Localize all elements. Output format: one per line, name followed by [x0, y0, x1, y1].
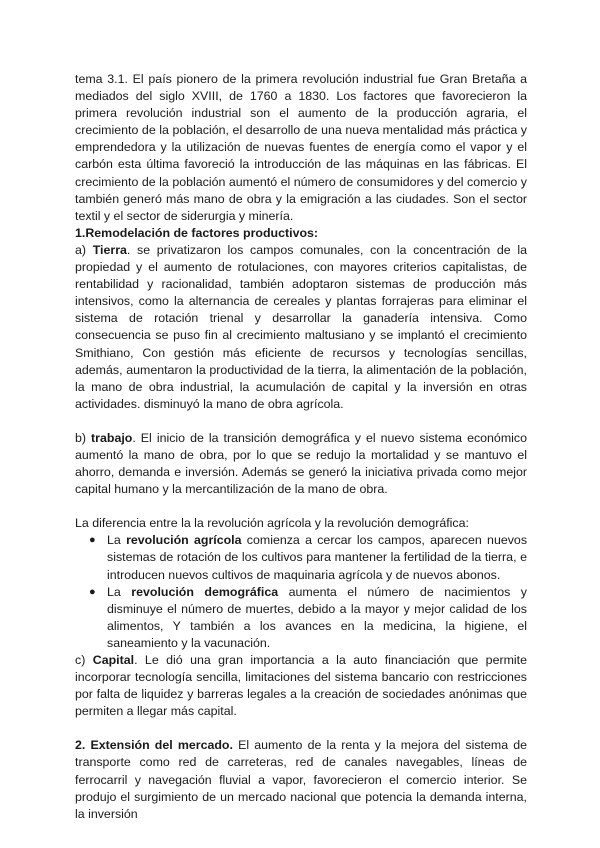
paragraph-gap	[75, 720, 527, 737]
trabajo-paragraph	[75, 430, 527, 498]
section2-heading: 2. Extensión del mercado.	[75, 738, 233, 753]
tierra-paragraph	[75, 242, 527, 413]
paragraph-gap	[75, 498, 527, 515]
trabajo-prefix: b)	[75, 430, 92, 445]
bullet-list	[75, 532, 527, 652]
intro-paragraph: tema 3.1. El país pionero de la primera revolución industrial fue Gran Bretaña a mediados del siglo XVIII, de 1760 a 1830. Los factores que favorecieron la primera revolución industrial son el aumento de la producción agraria, el crecimiento de la población, el desarrollo de una nueva mentalidad más práctica y emprendedora y la utilización de nuevas fuentes de energía como el vapor y el carbón esta última favoreció la introducción de las máquinas en las fábricas. El crecimiento de la población aumentó el número de consumidores y del comercio y también generó más mano de obra y la emigración a las ciudades. Son el sector textil y el sector de siderurgia y minería.	[75, 72, 527, 223]
bullet-text: aumenta el número de nacimientos y disminuye el número de muertes, debido a la mayor y mejor calidad de los alimentos, Y también a los avances en la medicina, la higiene, el saneamiento y la vacunación.	[107, 584, 528, 650]
bullet-icon: ●	[89, 585, 96, 598]
bullet-text: comienza a cercar los campos, aparecen nuevos sistemas de rotación de los cultivos para mantener la fertilidad de la tierra, e introducen nuevos cultivos de maquinaria agrícola y de nuevos abonos.	[107, 533, 528, 582]
bullet-bold: revolución agrícola	[126, 533, 242, 548]
list-item	[75, 584, 527, 652]
tierra-text: . se privatizaron los campos comunales, con la concentración de la propiedad y el aumento de rotulaciones, con mayores criterios capitalistas, de rentabilidad y racionalidad, también adoptaron sistemas de producción más intensivos, como la alternancia de cereales y plantas forrajeras para eliminar el sistema de rotación trienal y desarrollar la ganadería intensiva. Como consecuencia se puso fin al crecimiento maltusiano y se implantó el crecimiento Smithiano, Con gestión más eficiente de recursos y tecnologías sencillas, además, aumentaron la productividad de la tierra, la alimentación de la población, la mano de obra industrial, la acumulación de capital y la inversión en otras actividades. disminuyó la mano de obra agrícola.	[75, 242, 528, 411]
capital-paragraph	[75, 652, 527, 720]
bullet-text: La	[107, 533, 127, 548]
document-page	[75, 71, 527, 823]
capital-label: Capital	[92, 653, 135, 667]
capital-prefix: c)	[75, 653, 93, 667]
section1-heading: 1.Remodelación de factores productivos:	[75, 225, 319, 240]
trabajo-label: trabajo	[91, 430, 133, 445]
list-item	[75, 532, 527, 583]
paragraph-gap	[75, 413, 527, 430]
tierra-label: Tierra	[92, 242, 127, 257]
section2-paragraph	[75, 737, 527, 822]
section2-text: El aumento de la renta y la mejora del sistema de transporte como red de carreteras, red de canales navegables, líneas de ferrocarril y navegación fluvial a vapor, favorecieron el comercio interior. Se produjo el surgimiento de un mercado nacional que potencia la demanda interna, la inversión	[75, 738, 527, 821]
diferencia-paragraph: La diferencia entre la la revolución agrícola y la revolución demográfica:	[75, 516, 469, 531]
capital-text: . Le dió una gran importancia a la auto financiación que permite incorporar tecnología sencilla, limitaciones del sistema bancario con restricciones por falta de liquidez y barreras legales a la creación de sociedades anónimas que permiten a llegar más capital.	[75, 653, 528, 719]
bullet-icon: ●	[89, 534, 96, 547]
bullet-text: La	[107, 584, 132, 599]
tierra-prefix: a)	[75, 242, 93, 257]
trabajo-text: . El inicio de la transición demográfica y el nuevo sistema económico aumentó la mano de obra, por lo que se redujo la mortalidad y se mantuvo el ahorro, demanda e inversión. Además se generó la iniciativa privada como mejor capital humano y la mercantilización de la mano de obra.	[75, 430, 527, 497]
bullet-bold: revolución demográfica	[131, 584, 279, 599]
